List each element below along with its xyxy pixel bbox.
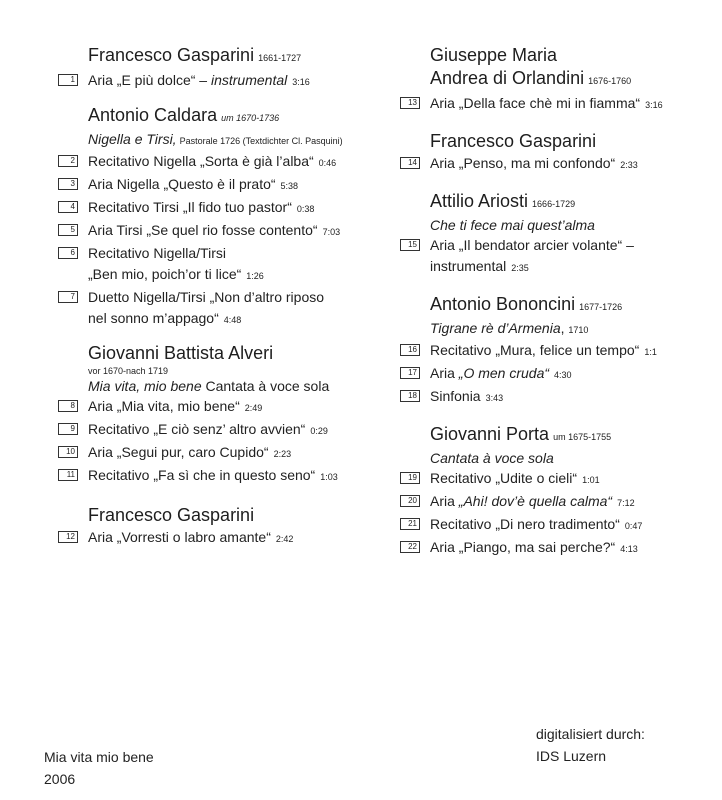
track-number: 19 [400,472,420,484]
track-5: 5 Aria Tirsi „Se quel rio fosse contento“ 7:03 [58,220,393,243]
work-title: Che ti fece mai quest’alma [430,217,595,233]
track-number: 3 [58,178,78,190]
composer-name: Giovanni Battista Alveri [88,343,274,363]
track-8: 8 Aria „Mia vita, mio bene“ 2:49 [58,396,393,419]
track-2: 2 Recitativo Nigella „Sorta è già l’alba“ 0:46 [58,151,393,174]
track-number: 18 [400,390,420,402]
footer-album-info [44,746,154,790]
track-number: 8 [58,400,78,412]
track-duration: 2:49 [244,403,263,413]
track-duration: 1:03 [320,472,338,482]
album-year: 2006 [44,771,76,787]
track-9: 9 Recitativo „E ciò senz’ altro avvien“ 0:29 [58,419,393,442]
composer-dates: um 1675-1755 [553,432,612,442]
track-3: 3 Aria Nigella „Questo è il prato“ 5:38 [58,174,393,197]
track-duration: 1:01 [582,475,600,485]
track-number: 5 [58,224,78,236]
track-4: 4 Recitativo Tirsi „Il fido tuo pastor“ 0:38 [58,197,393,220]
track-duration: 3:16 [645,100,663,110]
track-duration: 2:35 [511,263,529,273]
section-bononcini [400,293,722,409]
track-duration: 4:13 [620,544,638,554]
track-duration: 1:26 [246,271,264,281]
section-gasparini-3 [400,130,722,176]
track-number: 6 [58,247,78,259]
section-orlandini [400,44,722,116]
track-number: 20 [400,495,420,507]
track-14: 14 Aria „Penso, ma mi confondo“ 2:33 [400,153,722,176]
track-21: 21 Recitativo „Di nero tradimento“ 0:47 [400,514,722,537]
track-number: 16 [400,344,420,356]
composer-name: Antonio Caldara um 1670-1736 [88,105,280,125]
composer-name: Francesco Gasparini 1661-1727 [88,45,302,65]
track-duration: 5:38 [280,181,299,191]
section-caldara [58,104,393,331]
track-duration: 2:42 [275,534,294,544]
track-duration: 7:12 [617,498,635,508]
track-duration: 7:03 [322,227,341,237]
track-19: 19 Recitativo „Udite o cieli“ 1:01 [400,468,722,491]
work-title: Nigella e Tirsi, Pastorale 1726 (Textdichter Cl. Pasquini) [88,131,343,147]
track-22: 22 Aria „Piango, ma sai perche?“ 4:13 [400,537,722,560]
track-duration: 0:29 [310,426,328,436]
track-12: 12 Aria „Vorresti o labro amante“ 2:42 [58,527,393,550]
track-number: 12 [58,531,78,543]
section-gasparini-1 [58,44,393,93]
track-duration: 3:16 [292,77,310,87]
section-porta [400,423,722,560]
track-duration: 2:23 [273,449,292,459]
composer-dates: 1661-1727 [258,53,302,63]
track-15: 15 Aria „Il bendator arcier volante“ – instrumental 2:35 [400,235,722,279]
track-7: 7 Duetto Nigella/Tirsi „Non d’altro riposo nel sonno m’appago“ 4:48 [58,287,393,331]
composer-dates: 1666-1729 [532,199,576,209]
track-number: 13 [400,97,420,109]
composer-dates: um 1670-1736 [221,113,280,123]
track-13: 13 Aria „Della face chè mi in fiamma“ 3:16 [400,93,722,116]
track-number: 11 [58,469,78,481]
composer-name: Attilio Ariosti 1666-1729 [430,191,576,211]
track-duration: 4:48 [223,315,242,325]
left-column [58,44,393,561]
track-number: 14 [400,157,420,169]
composer-name: Francesco Gasparini [88,505,255,525]
section-ariosti [400,190,722,279]
work-publication: Pastorale 1726 (Textdichter Cl. Pasquini) [179,136,343,146]
track-duration: 0:47 [624,521,643,531]
track-number: 21 [400,518,420,530]
track-6: 6 Recitativo Nigella/Tirsi „Ben mio, poich’or ti lice“ 1:26 [58,243,393,287]
track-number: 10 [58,446,78,458]
track-number: 22 [400,541,420,553]
composer-dates: vor 1670-nach 1719 [88,366,169,376]
track-16: 16 Recitativo „Mura, felice un tempo“ 1:1 [400,340,722,363]
track-duration: 1:1 [644,347,657,357]
track-20: 20 Aria „Ahi! dov’è quella calma“ 7:12 [400,491,722,514]
track-number: 17 [400,367,420,379]
track-17: 17 Aria „O men cruda“ 4:30 [400,363,722,386]
track-10: 10 Aria „Segui pur, caro Cupido“ 2:23 [58,442,393,465]
track-duration: 3:43 [485,393,504,403]
digitized-label: digitalisiert durch: [536,726,645,742]
right-column [400,44,722,571]
track-duration: 4:30 [554,370,572,380]
composer-name: Giuseppe Maria [430,45,558,65]
composer-name-line2: Andrea di Orlandini 1676-1760 [430,68,632,88]
track-11: 11 Recitativo „Fa sì che in questo seno“ 1:03 [58,465,393,488]
track-1: 1 Aria „E più dolce“ – instrumental 3:16 [58,70,393,93]
album-title: Mia vita mio bene [44,749,154,765]
footer-digitization [536,723,645,767]
composer-name: Francesco Gasparini [430,131,597,151]
track-duration: 0:38 [296,204,315,214]
section-alveri [58,342,393,488]
track-number: 4 [58,201,78,213]
track-number: 9 [58,423,78,435]
composer-name: Antonio Bononcini 1677-1726 [430,294,623,314]
track-duration: 2:33 [620,160,638,170]
composer-name: Giovanni Porta um 1675-1755 [430,424,612,444]
track-18: 18 Sinfonia 3:43 [400,386,722,409]
track-number: 15 [400,239,420,251]
track-number: 2 [58,155,78,167]
work-title: Mia vita, mio bene Cantata à voce sola [88,378,330,394]
work-title: Tigrane rè d’Armenia, 1710 [430,320,589,336]
work-title: Cantata à voce sola [430,450,554,466]
track-number: 7 [58,291,78,303]
composer-dates: 1676-1760 [588,76,632,86]
section-gasparini-2 [58,504,393,550]
digitized-by: IDS Luzern [536,748,607,764]
track-number: 1 [58,74,78,86]
track-duration: 0:46 [318,158,337,168]
composer-dates: 1677-1726 [579,302,623,312]
work-year: 1710 [568,325,589,335]
